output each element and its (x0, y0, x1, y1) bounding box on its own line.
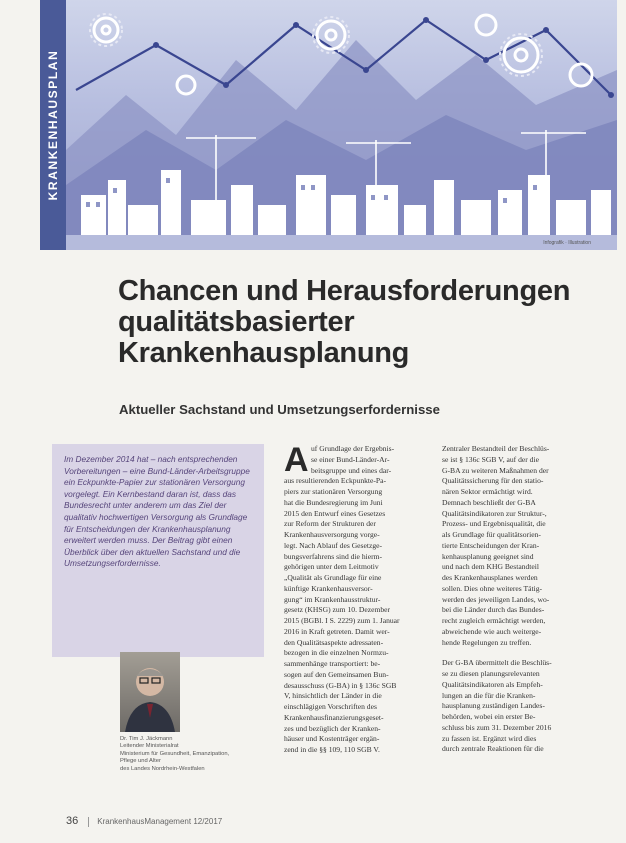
section-sidebar (40, 0, 66, 250)
text-line: se ist § 136c SGB V, auf der die (442, 454, 539, 464)
author-name: Dr. Tim J. Jäckmann (120, 736, 173, 742)
text-line: 2015 den Entwurf eines Gesetzes (284, 508, 386, 518)
text-line: zur Reform der Strukturen der (284, 519, 376, 529)
text-line: bezogen in die einzelnen Normzu- (284, 648, 389, 658)
article-subtitle: Aktueller Sachstand und Umsetzungserfordernisse (119, 402, 440, 417)
text-line: abweichende wie auch weiterge- (442, 626, 542, 636)
article-title (118, 276, 608, 369)
text-line: piers zur stationären Versorgung (284, 487, 383, 496)
text-line: se einer Bund-Länder-Ar- (311, 454, 390, 464)
text-line: se zu diesen planungsrelevanten (442, 669, 540, 678)
text-line: legt. Nach Ablauf des Gesetzge- (284, 540, 383, 550)
text-line: hausplanung zuständigen Landes- (442, 701, 545, 711)
author-line: Pflege und Alter (120, 758, 161, 765)
author-line: des Landes Nordrhein-Westfalen (120, 765, 205, 772)
text-line: recht zugleich ermächtigt werden, (442, 616, 546, 625)
author-line: Leitender Ministerialrat (120, 743, 179, 750)
text-line: lungen an die für die Kranken- (442, 690, 536, 700)
text-line: desausschuss (G-BA) in § 136c SGB (284, 680, 397, 690)
text-line: bei die Länder durch das Bundes- (442, 605, 545, 615)
text-line: zu fassen ist. Ergänzt wird dies (442, 733, 537, 743)
text-line: durch zentrale Reaktionen für die (442, 744, 544, 754)
text-line: kenhausplanung geeignet sind (442, 551, 534, 561)
text-line: Krankenhausversorgung vorge- (284, 530, 380, 539)
page-footer (66, 815, 222, 827)
text-line: „Qualität als Grundlage für eine (284, 573, 382, 582)
text-line: 2016 in Kraft getreten. Damit wer- (284, 626, 390, 636)
text-line: als Grundlage für qualitätsorien- (442, 530, 541, 539)
abstract-box (52, 444, 264, 657)
text-line: aus resultierenden Eckpunkte-Pa- (284, 476, 387, 486)
body-column-1 (284, 441, 434, 756)
author-photo (120, 652, 180, 732)
text-line: 2015 (BGBl. I S. 2229) zum 1. Januar (284, 616, 400, 625)
text-line: gehörigen unter dem Leitmotiv (284, 562, 379, 572)
paragraph-gap (442, 648, 599, 658)
text-line: Prozess- und Ergebnisqualität, die (442, 519, 546, 529)
text-line: behörden, wobei ein erster Be- (442, 712, 536, 721)
publication-name: KrankenhausManagement 12/2017 (97, 817, 223, 826)
footer-divider (88, 817, 89, 827)
text-line: schluss bis zum 31. Dezember 2016 (442, 722, 552, 732)
text-line: häuser und Kostenträger ergän- (284, 734, 380, 744)
text-line: bungsverfahrens sind die hierm- (284, 551, 383, 561)
text-line: V, hinsichtlich der Länder in die (284, 691, 382, 701)
text-line: zend in die §§ 109, 110 SGB V. (284, 745, 380, 754)
text-line: Krankenhausfinanzierungsgeset- (284, 712, 384, 722)
text-line: hat die Bundesregierung im Juni (284, 497, 383, 507)
body-column-2 (442, 444, 599, 755)
author-line: Ministerium für Gesundheit, Emanzipation, (120, 750, 230, 757)
ground (66, 235, 617, 250)
title-line: Chancen und Herausforderungen (118, 275, 571, 307)
text-line: Der G-BA übermittelt die Beschlüs- (442, 658, 552, 668)
text-line: beitsgruppe und eines dar- (311, 465, 392, 475)
text-line: zes und bezüglich der Kranken- (284, 723, 381, 733)
section-label: KRANKENHAUSPLAN (46, 49, 60, 201)
text-line: tierte Entscheidungen der Kran- (442, 540, 540, 550)
text-line: des Krankenhausplanes werden (442, 573, 538, 582)
text-line: und nach dem KHG Bestandteil (442, 562, 540, 572)
text-line: gesetz (KHSG) zum 10. Dezember (284, 605, 391, 615)
text-line: Qualitätssicherung für den statio- (442, 476, 544, 486)
text-line: sammenhänge transportiert: be- (284, 659, 381, 668)
title-line: qualitätsbasierter (118, 306, 355, 338)
text-line: Qualitätsindikatoren zur Struktur-, (442, 508, 547, 518)
text-line: Qualitätsindikatoren als Empfeh- (442, 679, 543, 689)
text-line: uf Grundlage der Ergebnis- (311, 444, 395, 453)
text-line: Demnach beschließt der G-BA (442, 497, 536, 507)
title-line: Krankenhausplanung (118, 337, 410, 369)
text-line: gung“ im Krankenhausstruktur- (284, 594, 381, 604)
hero-illustration (66, 0, 617, 250)
text-line: G-BA zu weiteren Maßnahmen der (442, 465, 549, 475)
text-line: Zentraler Bestandteil der Beschlüs- (442, 444, 550, 453)
text-line: sollen. Dies ohne weiteres Tätig- (442, 583, 543, 593)
text-line: werden des jeweiligen Landes, wo- (442, 594, 550, 604)
text-line: hende Regelungen zu treffen. (442, 637, 532, 647)
text-line: künftige Krankenhausversor- (284, 583, 373, 593)
abstract-text: Im Dezember 2014 hat – nach entsprechenden Vorbereitungen – eine Bund-Länder-Arbeitsgruppe ein Eckpunkte-Papier zur stationären Versorgung vorgelegt. Ein Kernbestand daran ist, dass das Bundesrecht unter anderem um das Ziel der qualitativ hochwertigen Versorgung als Grundlage für Entscheidungen der Krankenhausplanung erweitert werden muss. Der Beitrag gibt einen Überblick über den aktuellen Sachstand und die Umsetzungserfordernisse. (64, 454, 250, 569)
author-info (120, 736, 280, 773)
text-line: einschlägigen Vorschriften des (284, 702, 377, 711)
page-number: 36 (66, 815, 79, 827)
text-line: sogen auf den Gemeinsamen Bun- (284, 669, 389, 679)
text-line: den Qualitätsaspekte adressaten- (284, 637, 384, 647)
drop-cap: A (284, 441, 309, 479)
hero-caption: Infografik · Illustration (543, 240, 591, 246)
text-line: nären Sektor ermächtigt wird. (442, 487, 533, 496)
